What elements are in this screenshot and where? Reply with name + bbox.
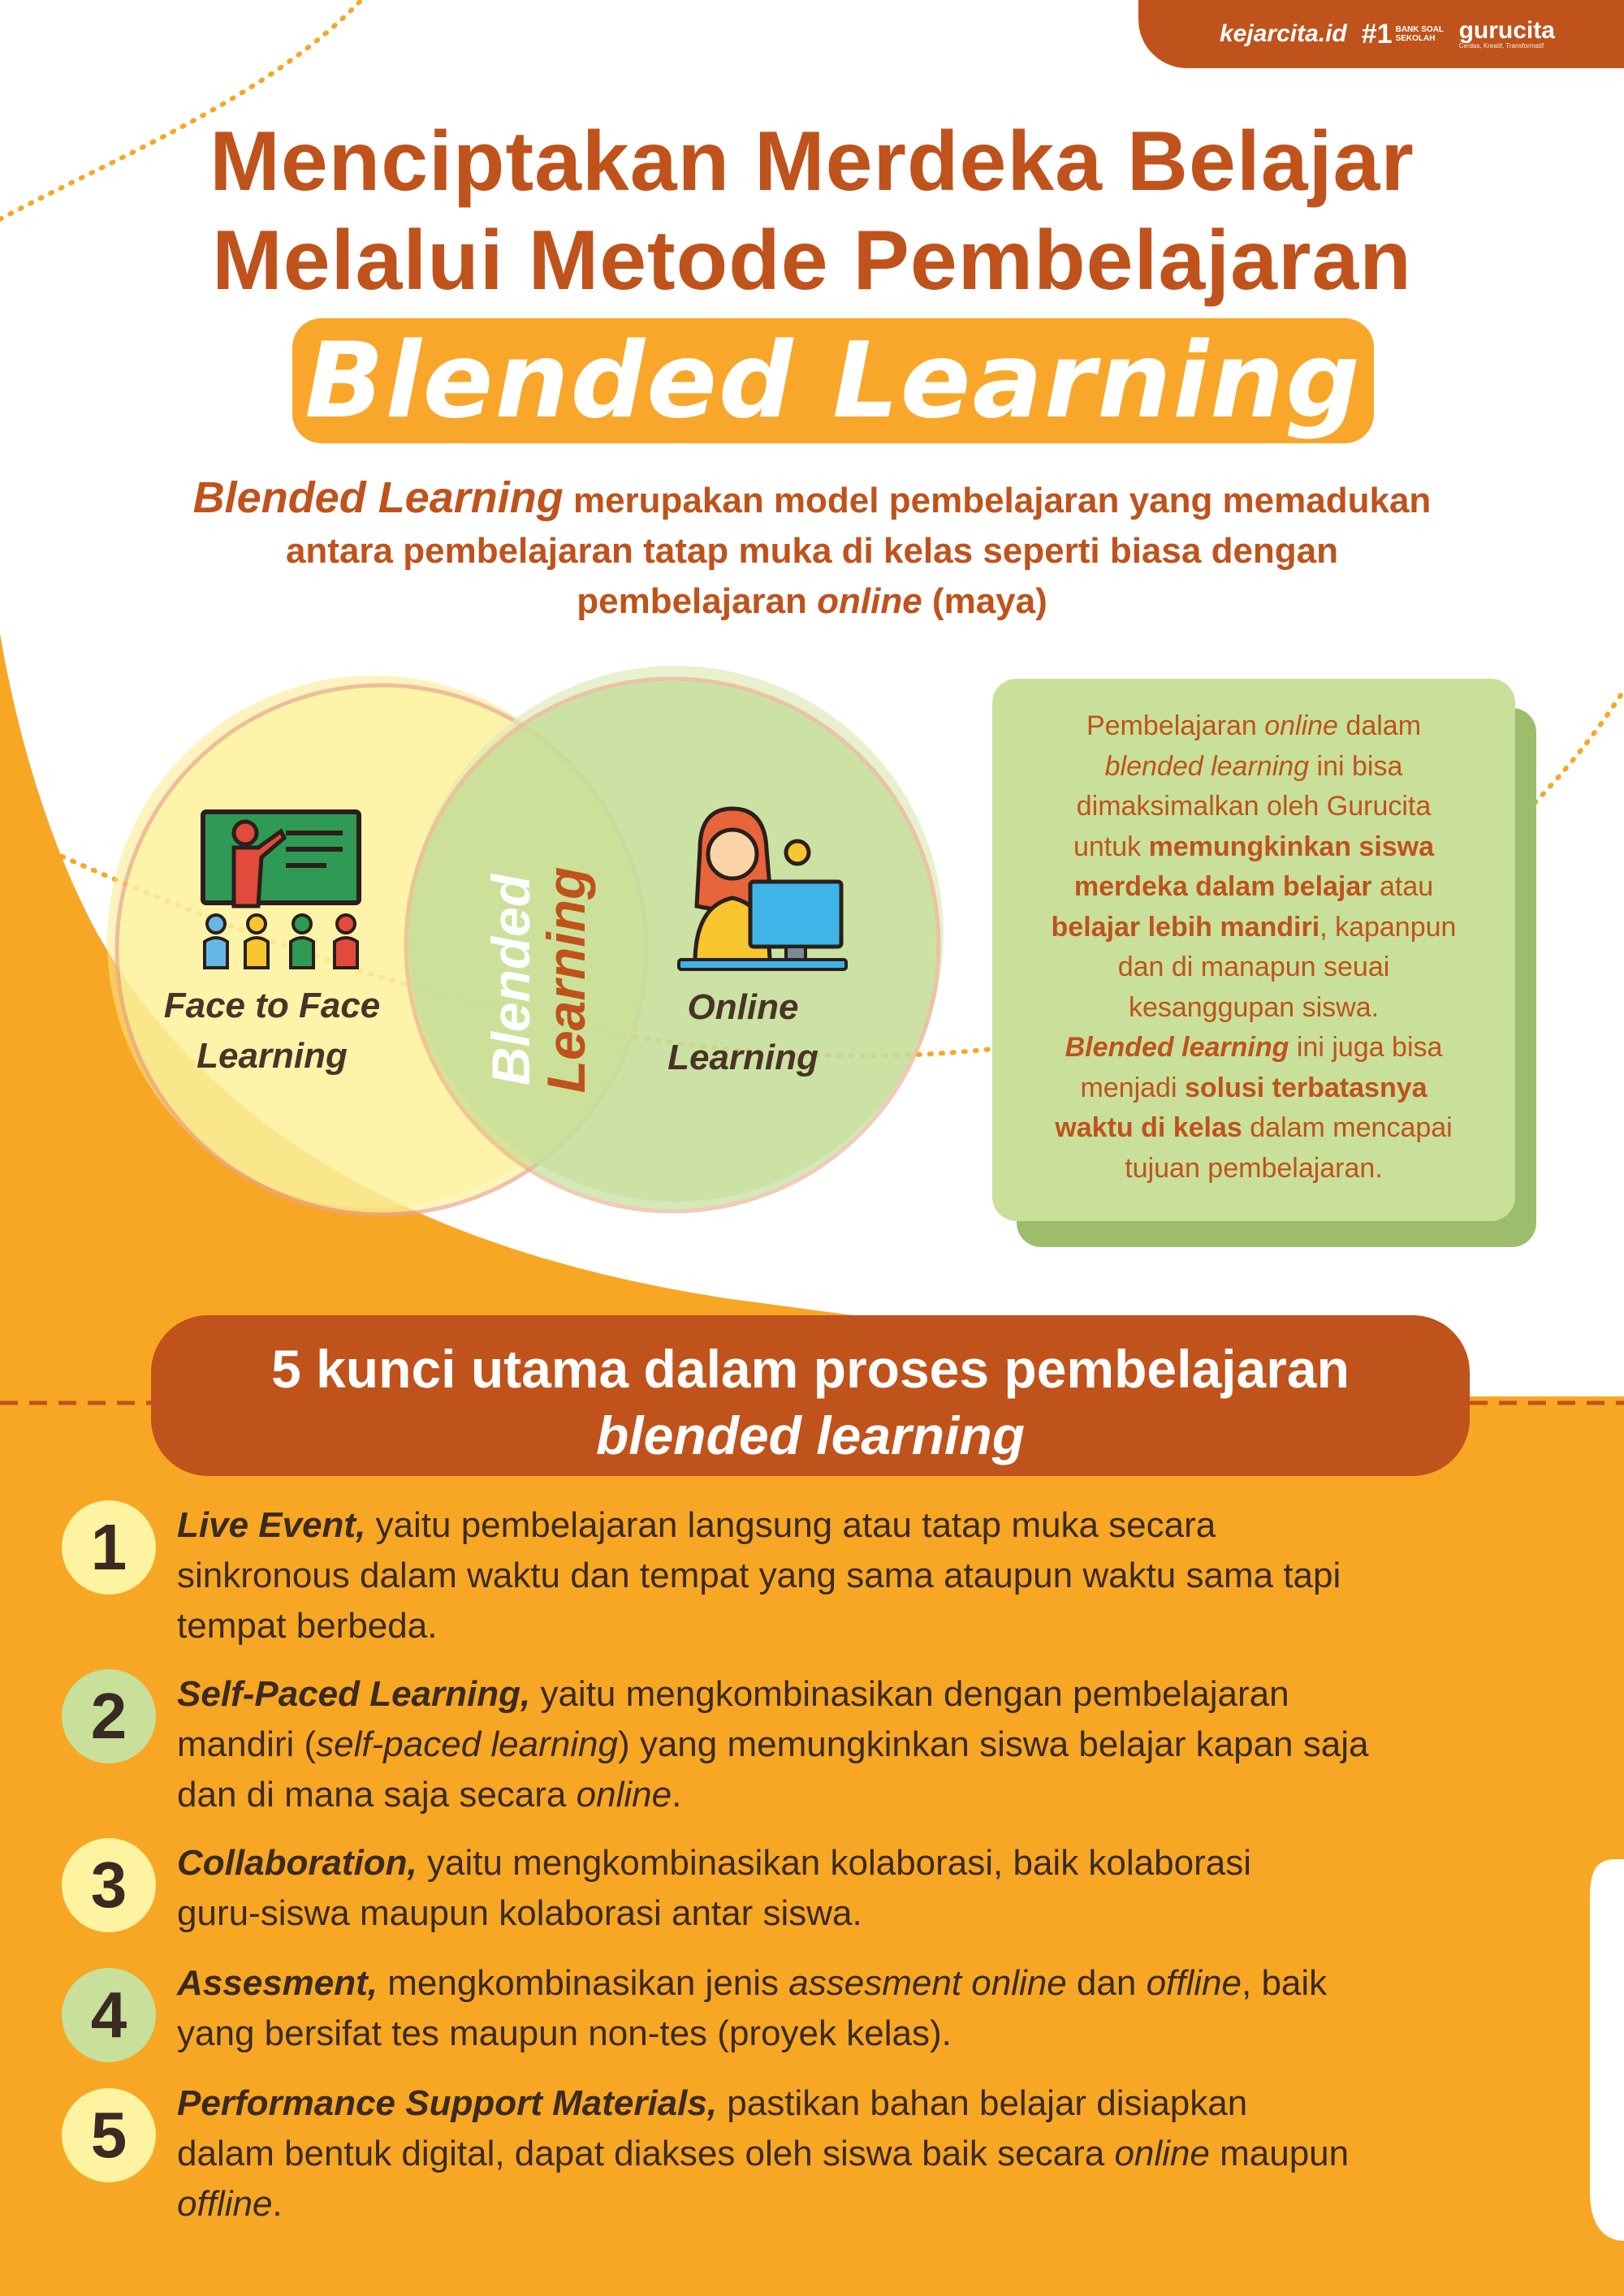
text-segment: waktu di kelas bbox=[1055, 1112, 1242, 1143]
text-segment: tujuan pembelajaran. bbox=[1125, 1152, 1383, 1184]
text-segment: Learning bbox=[667, 1038, 818, 1077]
text-segment: dalam bentuk digital, dapat diakses oleh siswa baik secara bbox=[177, 2134, 1115, 2173]
text-segment: Blended bbox=[481, 874, 541, 1086]
text-segment: solusi terbatasnya bbox=[1184, 1072, 1427, 1103]
text-segment: Self-Paced Learning, bbox=[177, 1674, 531, 1714]
venn-center-label bbox=[483, 858, 605, 1102]
kejarcita-logo: kejarcita.id bbox=[1220, 20, 1347, 47]
number-badge: 4 bbox=[62, 1968, 156, 2062]
text-segment: Live Event, bbox=[177, 1505, 366, 1545]
text-segment: , kapanpun bbox=[1320, 911, 1457, 943]
text-segment: ini bisa bbox=[1309, 750, 1403, 782]
text-segment: dalam mencapai bbox=[1242, 1112, 1453, 1143]
text-segment: mengkombinasikan jenis bbox=[378, 1963, 789, 2003]
text-segment: 5 kunci utama dalam proses pembelajaran bbox=[271, 1339, 1350, 1399]
partner-logos bbox=[1138, 0, 1624, 68]
text-segment: , baik bbox=[1242, 1963, 1328, 2003]
text-segment: dan di mana saja secara bbox=[177, 1775, 577, 1815]
text-segment: Pembelajaran bbox=[1086, 710, 1265, 741]
text-segment: dan di manapun seuai bbox=[1117, 952, 1390, 982]
text-segment: assesment online bbox=[788, 1963, 1067, 2003]
text-segment: yang bersifat tes maupun non-tes (proyek kelas). bbox=[177, 2013, 952, 2053]
text-segment: . bbox=[672, 1775, 682, 1815]
text-segment: antara pembelajaran tatap muka di kelas seperti biasa dengan bbox=[285, 531, 1339, 571]
text-segment: pastikan bahan belajar disiapkan bbox=[717, 2083, 1248, 2123]
text-segment: Learning bbox=[536, 866, 596, 1094]
text-segment: Cerdas, Kreatif, Transformatif bbox=[1458, 42, 1544, 50]
text-segment: online bbox=[1264, 710, 1338, 741]
text-segment: Blended learning bbox=[1065, 1032, 1289, 1063]
number-badge: 2 bbox=[62, 1669, 156, 1763]
text-segment: Learning bbox=[197, 1036, 348, 1076]
text-segment: ini juga bisa bbox=[1289, 1032, 1443, 1063]
text-segment: merupakan model pembelajaran yang memadukan bbox=[563, 481, 1432, 520]
text-segment: offline bbox=[177, 2184, 273, 2224]
text-segment: atau bbox=[1371, 871, 1434, 902]
title-line-2: Melalui Metode Pembelajaran bbox=[212, 214, 1412, 308]
text-segment: online bbox=[1114, 2134, 1210, 2173]
text-segment: online bbox=[817, 581, 922, 621]
text-segment: memungkinkan siswa bbox=[1148, 831, 1435, 862]
text-segment: Assesment, bbox=[177, 1963, 378, 2003]
text-segment: BANK SOAL SEKOLAH bbox=[1395, 25, 1444, 43]
title-highlight: Blended Learning bbox=[304, 320, 1362, 442]
intro-paragraph bbox=[97, 473, 1527, 627]
text-segment: tempat berbeda. bbox=[177, 1606, 438, 1646]
text-segment: offline bbox=[1146, 1963, 1242, 2003]
text-segment: . bbox=[272, 2184, 283, 2224]
text-segment: dimaksimalkan oleh Gurucita bbox=[1076, 791, 1432, 822]
face-to-face-label bbox=[122, 981, 422, 1081]
online-learner-icon bbox=[676, 801, 849, 974]
text-segment: mandiri ( bbox=[177, 1724, 317, 1764]
section-heading bbox=[151, 1315, 1470, 1476]
teacher-classroom-icon bbox=[197, 809, 365, 971]
text-segment: self-paced learning bbox=[316, 1724, 618, 1764]
text-segment: blended learning bbox=[595, 1405, 1026, 1465]
text-segment: pembelajaran bbox=[577, 581, 818, 621]
number-badge: 3 bbox=[62, 1838, 156, 1932]
text-segment: guru-siswa maupun kolaborasi antar siswa. bbox=[177, 1893, 862, 1933]
text-segment: (maya) bbox=[922, 581, 1047, 621]
text-segment: dan bbox=[1066, 1963, 1147, 2003]
title-highlight-pill bbox=[292, 318, 1374, 443]
text-segment: Collaboration, bbox=[177, 1843, 417, 1883]
number-badge: 1 bbox=[62, 1500, 156, 1595]
text-segment: yaitu mengkombinasikan dengan pembelajaran bbox=[530, 1674, 1289, 1714]
text-segment: untuk bbox=[1073, 831, 1149, 862]
title-line-1: Menciptakan Merdeka Belajar bbox=[209, 114, 1415, 209]
text-segment: merdeka dalam belajar bbox=[1073, 871, 1372, 902]
number-badge: 5 bbox=[62, 2088, 156, 2182]
text-segment: online bbox=[576, 1775, 672, 1815]
text-segment: maupun bbox=[1209, 2134, 1350, 2173]
gurucita-logo bbox=[1459, 19, 1555, 50]
text-segment: sinkronous dalam waktu dan tempat yang sama ataupun waktu sama tapi bbox=[177, 1556, 1341, 1595]
text-segment: #1 bbox=[1361, 18, 1393, 50]
text-segment: menjadi bbox=[1080, 1072, 1185, 1103]
text-segment: dalam bbox=[1337, 710, 1422, 741]
text-segment: ) yang memungkinkan siswa belajar kapan saja bbox=[617, 1724, 1369, 1764]
text-segment: gurucita bbox=[1458, 17, 1555, 44]
text-segment: Blended Learning bbox=[192, 473, 564, 522]
text-segment: Online bbox=[687, 987, 799, 1027]
text-segment: yaitu pembelajaran langsung atau tatap muka secara bbox=[365, 1505, 1216, 1545]
online-learning-label bbox=[617, 982, 869, 1083]
text-segment: kesanggupan siswa. bbox=[1128, 991, 1380, 1023]
text-segment: blended learning bbox=[1104, 750, 1310, 782]
info-card bbox=[992, 679, 1515, 1221]
text-segment: yaitu mengkombinasikan kolaborasi, baik kolaborasi bbox=[417, 1843, 1251, 1883]
text-segment: belajar lebih mandiri bbox=[1051, 911, 1320, 943]
text-segment: Face to Face bbox=[163, 986, 381, 1025]
rank-badge bbox=[1362, 19, 1445, 50]
text-segment: Performance Support Materials, bbox=[177, 2083, 718, 2123]
